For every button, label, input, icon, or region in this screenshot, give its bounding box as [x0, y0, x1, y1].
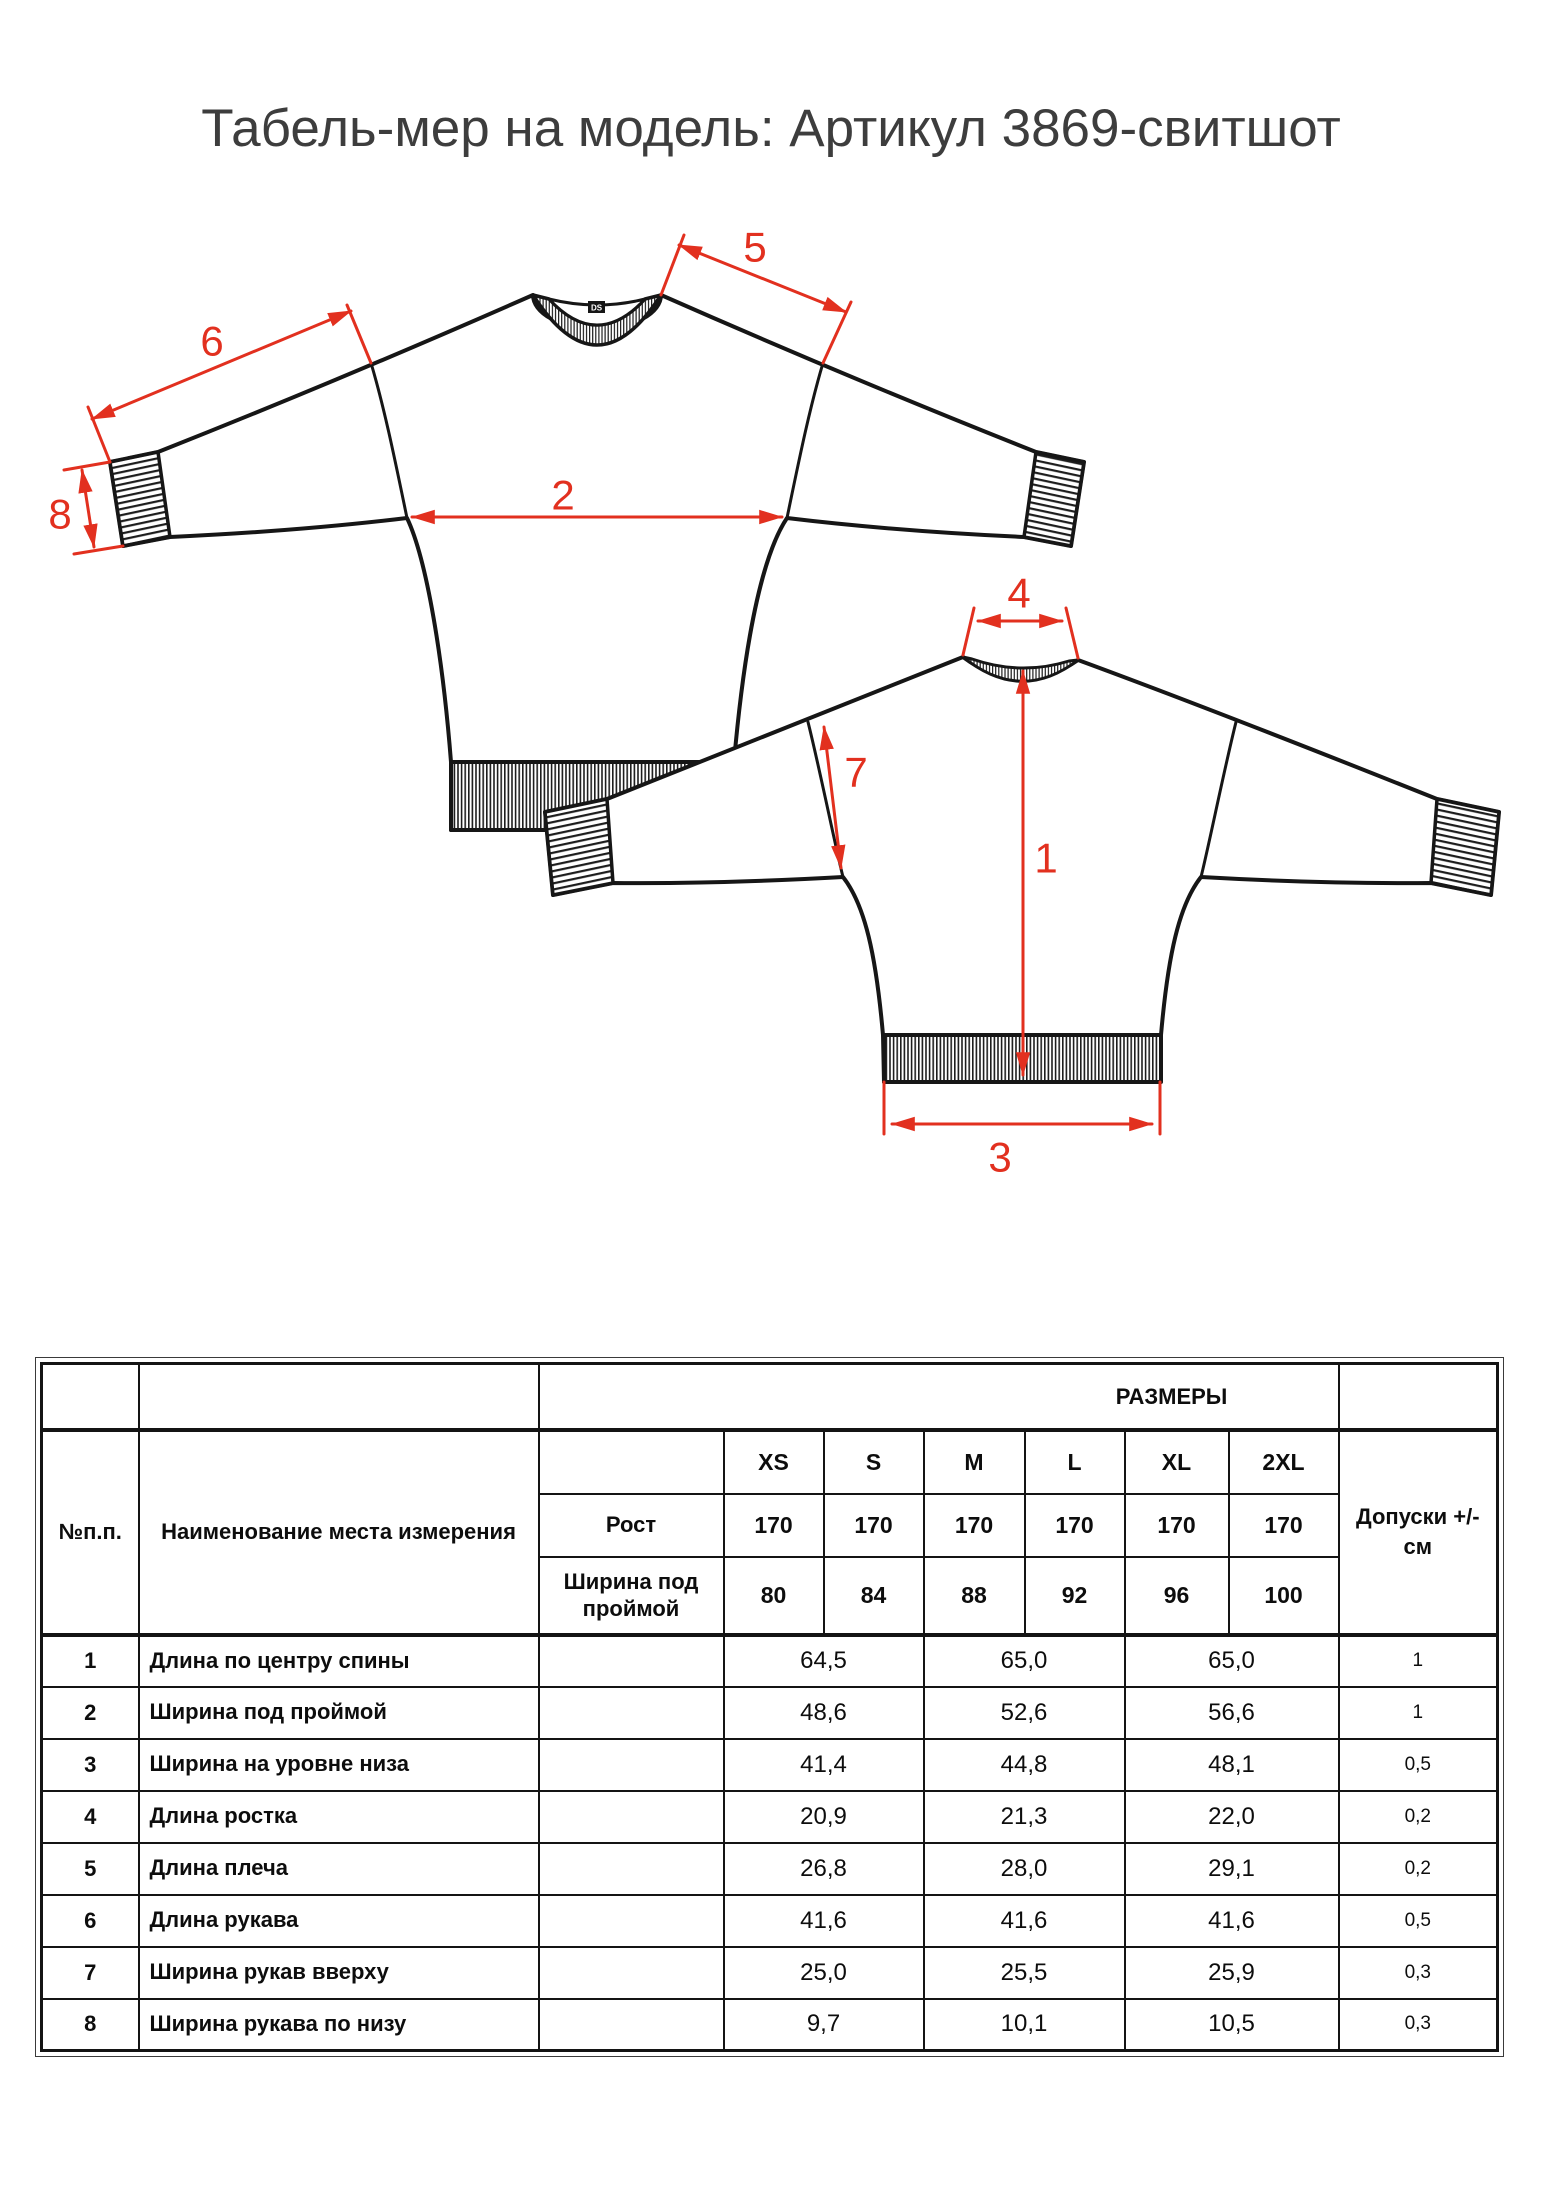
value-cell: 65,0: [924, 1635, 1125, 1687]
height-row-label: Рост: [539, 1494, 724, 1557]
value-cell: 41,4: [724, 1739, 924, 1791]
size-col-s: S: [824, 1430, 924, 1494]
value-cell: 48,1: [1125, 1739, 1339, 1791]
value-cell: 48,6: [724, 1687, 924, 1739]
measure-label-4: 4: [1007, 569, 1031, 617]
row-num: 5: [42, 1843, 139, 1895]
empty-cell: [1339, 1364, 1498, 1430]
value-cell: 21,3: [924, 1791, 1125, 1843]
empty-cell: [539, 1947, 724, 1999]
value-cell: 20,9: [724, 1791, 924, 1843]
underarm-value: 92: [1025, 1557, 1125, 1635]
value-cell: 41,6: [724, 1895, 924, 1947]
tolerance-cell: 0,2: [1339, 1791, 1498, 1843]
measure-label-2: 2: [551, 471, 575, 519]
measure-name-header: Наименование места измерения: [139, 1430, 539, 1635]
value-cell: 25,9: [1125, 1947, 1339, 1999]
underarm-value: 80: [724, 1557, 824, 1635]
row-num: 3: [42, 1739, 139, 1791]
value-cell: 56,6: [1125, 1687, 1339, 1739]
size-col-xl: XL: [1125, 1430, 1229, 1494]
measure-label-8: 8: [48, 490, 72, 538]
size-col-2xl: 2XL: [1229, 1430, 1339, 1494]
height-value: 170: [1025, 1494, 1125, 1557]
empty-cell: [539, 1791, 724, 1843]
row-name: Длина плеча: [139, 1843, 539, 1895]
table-row-size-names: [42, 1430, 1498, 1494]
row-num: 7: [42, 1947, 139, 1999]
height-value: 170: [724, 1494, 824, 1557]
row-name: Ширина рукав вверху: [139, 1947, 539, 1999]
height-value: 170: [824, 1494, 924, 1557]
value-cell: 44,8: [924, 1739, 1125, 1791]
empty-cell: [539, 1430, 724, 1494]
table-row: [42, 1947, 1498, 1999]
underarm-value: 88: [924, 1557, 1025, 1635]
table-row: [42, 1895, 1498, 1947]
row-name: Длина рукава: [139, 1895, 539, 1947]
row-num: 4: [42, 1791, 139, 1843]
extension-line: [1066, 608, 1078, 658]
value-cell: 28,0: [924, 1843, 1125, 1895]
back-left-cuff: [545, 799, 613, 895]
tolerance-header: Допуски +/- см: [1339, 1430, 1498, 1635]
extension-line: [64, 462, 110, 470]
value-cell: 25,0: [724, 1947, 924, 1999]
table-row: [42, 1739, 1498, 1791]
empty-cell: [139, 1364, 539, 1430]
height-value: 170: [1229, 1494, 1339, 1557]
extension-line: [347, 305, 371, 363]
underarm-value: 100: [1229, 1557, 1339, 1635]
value-cell: 41,6: [1125, 1895, 1339, 1947]
measure-label-5: 5: [743, 223, 767, 271]
empty-cell: [539, 1895, 724, 1947]
measure-label-1: 1: [1034, 834, 1058, 882]
empty-cell: [539, 1843, 724, 1895]
row-num: 1: [42, 1635, 139, 1687]
tolerance-cell: 0,3: [1339, 1947, 1498, 1999]
table-row: [42, 1791, 1498, 1843]
tolerance-cell: 0,3: [1339, 1999, 1498, 2051]
empty-cell: [539, 1635, 724, 1687]
empty-cell: [539, 1687, 724, 1739]
tolerance-cell: 0,5: [1339, 1895, 1498, 1947]
height-value: 170: [1125, 1494, 1229, 1557]
value-cell: 9,7: [724, 1999, 924, 2051]
size-col-xs: XS: [724, 1430, 824, 1494]
sizes-group-header: РАЗМЕРЫ: [539, 1364, 1339, 1430]
height-value: 170: [924, 1494, 1025, 1557]
page-title: Табель-мер на модель: Артикул 3869-свитшот: [201, 99, 1341, 158]
table-row-sizes-group: [42, 1364, 1498, 1430]
value-cell: 10,1: [924, 1999, 1125, 2051]
extension-line: [661, 235, 684, 295]
table-row: [42, 1635, 1498, 1687]
value-cell: 41,6: [924, 1895, 1125, 1947]
measure-arrow-8: [82, 470, 94, 547]
size-col-l: L: [1025, 1430, 1125, 1494]
underarm-value: 84: [824, 1557, 924, 1635]
row-num: 2: [42, 1687, 139, 1739]
extension-line: [963, 608, 974, 655]
table-row: [42, 1843, 1498, 1895]
empty-cell: [539, 1999, 724, 2051]
size-col-m: M: [924, 1430, 1025, 1494]
tolerance-cell: 1: [1339, 1635, 1498, 1687]
table-row: [42, 1687, 1498, 1739]
underarm-width-row-label: Ширина под проймой: [539, 1557, 724, 1635]
extension-line: [74, 546, 123, 554]
value-cell: 64,5: [724, 1635, 924, 1687]
measure-label-7: 7: [844, 748, 868, 796]
value-cell: 22,0: [1125, 1791, 1339, 1843]
table-row: [42, 1999, 1498, 2051]
value-cell: 52,6: [924, 1687, 1125, 1739]
back-right-cuff: [1431, 799, 1499, 895]
row-num: 8: [42, 1999, 139, 2051]
empty-cell: [42, 1364, 139, 1430]
row-number-header: №п.п.: [42, 1430, 139, 1635]
value-cell: 25,5: [924, 1947, 1125, 1999]
value-cell: 10,5: [1125, 1999, 1339, 2051]
collar-tag-text: DS: [590, 303, 603, 313]
value-cell: 65,0: [1125, 1635, 1339, 1687]
empty-cell: [539, 1739, 724, 1791]
measure-label-3: 3: [988, 1133, 1012, 1181]
measure-label-6: 6: [200, 317, 224, 365]
tolerance-cell: 1: [1339, 1687, 1498, 1739]
underarm-value: 96: [1125, 1557, 1229, 1635]
measurement-table: [40, 1362, 1499, 2052]
row-name: Ширина рукава по низу: [139, 1999, 539, 2051]
row-name: Длина ростка: [139, 1791, 539, 1843]
row-num: 6: [42, 1895, 139, 1947]
row-name: Длина по центру спины: [139, 1635, 539, 1687]
row-name: Ширина под проймой: [139, 1687, 539, 1739]
value-cell: 26,8: [724, 1843, 924, 1895]
tolerance-cell: 0,5: [1339, 1739, 1498, 1791]
value-cell: 29,1: [1125, 1843, 1339, 1895]
row-name: Ширина на уровне низа: [139, 1739, 539, 1791]
tolerance-cell: 0,2: [1339, 1843, 1498, 1895]
